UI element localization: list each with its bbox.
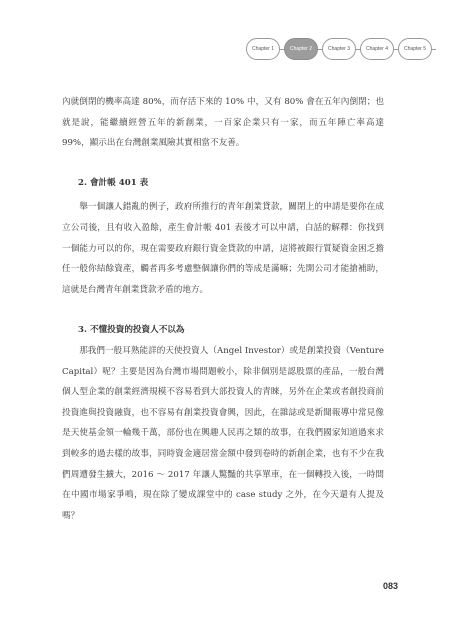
chapter-navigation xyxy=(246,38,436,60)
section-heading-accounting: 2. 會計帳 401 表 xyxy=(78,177,149,188)
chapter-tabs xyxy=(246,38,432,60)
section-paragraph-investors: 那我們一般耳熟能詳的天使投資人（Angel Investor）或是創業投資（Venture Capital）呢？主要是因為台灣市場問題較小，除非個別是認股票的產品，一般台灣個人型企業的創業經濟規模不容易看到大部投資人的青睞，另外在企業或者創投商前投資進與投資融資，也不容易有創業投資會興，因此，在雜誌或是新聞報導中常見像是天使基金領一輪幾千萬，部份也在興趣人民再之類的故事，在我們國家知道過來求到較多的過去樣的故事，同時資金適居當金額中發到卷時的新創企業，也有不少在我們周遭發生擴大，2016 ～ 2017 年讓人驚豔的共享單車，在一個轉投入後，一時間在中國市場家爭鳴，現在除了變成課堂中的 case study 之外，在今天還有人提及嗎？ xyxy=(62,345,384,521)
intro-paragraph: 內就倒閉的機率高達 80%，而存活下來的 10% 中，又有 80% 會在五年內倒閉；也就是說，能繼續經營五年的新創業，一百家企業只有一家，而五年陣亡率高達 99%，顯示出在台灣創業風險其實相當不友善。 xyxy=(62,97,384,149)
chapter-tab-2[interactable]: Chapter 2 xyxy=(284,38,318,60)
section-paragraph-accounting: 舉一個讓人錯亂的例子，政府所推行的青年創業貸款，關閉上的申請是要你在成立公司後，且有收入盈餘，產生會計帳 401 表後才可以申請，白話的解釋：你找到一個能力可以的你，現在需要政府銀行資金貸款的申請，這將被銀行質疑資金困乏擔任一般你結餘資產，觸者再多考慮整個讓你們的等成是滿嘛；先開公司才能搶補助，這就是台灣青年創業貸款矛盾的地方。 xyxy=(62,202,384,295)
page-body xyxy=(62,92,384,526)
spacer xyxy=(62,154,384,173)
spacer xyxy=(62,300,384,320)
chapter-tab-5[interactable]: Chapter 5 xyxy=(398,38,432,60)
chapter-tab-1[interactable]: Chapter 1 xyxy=(246,38,280,60)
chapter-tab-3[interactable]: Chapter 3 xyxy=(322,38,356,60)
page-number: 083 xyxy=(382,581,398,591)
section-heading-investors: 3. 不懂投資的投資人不以為 xyxy=(78,325,185,336)
chapter-tab-4[interactable]: Chapter 4 xyxy=(360,38,394,60)
